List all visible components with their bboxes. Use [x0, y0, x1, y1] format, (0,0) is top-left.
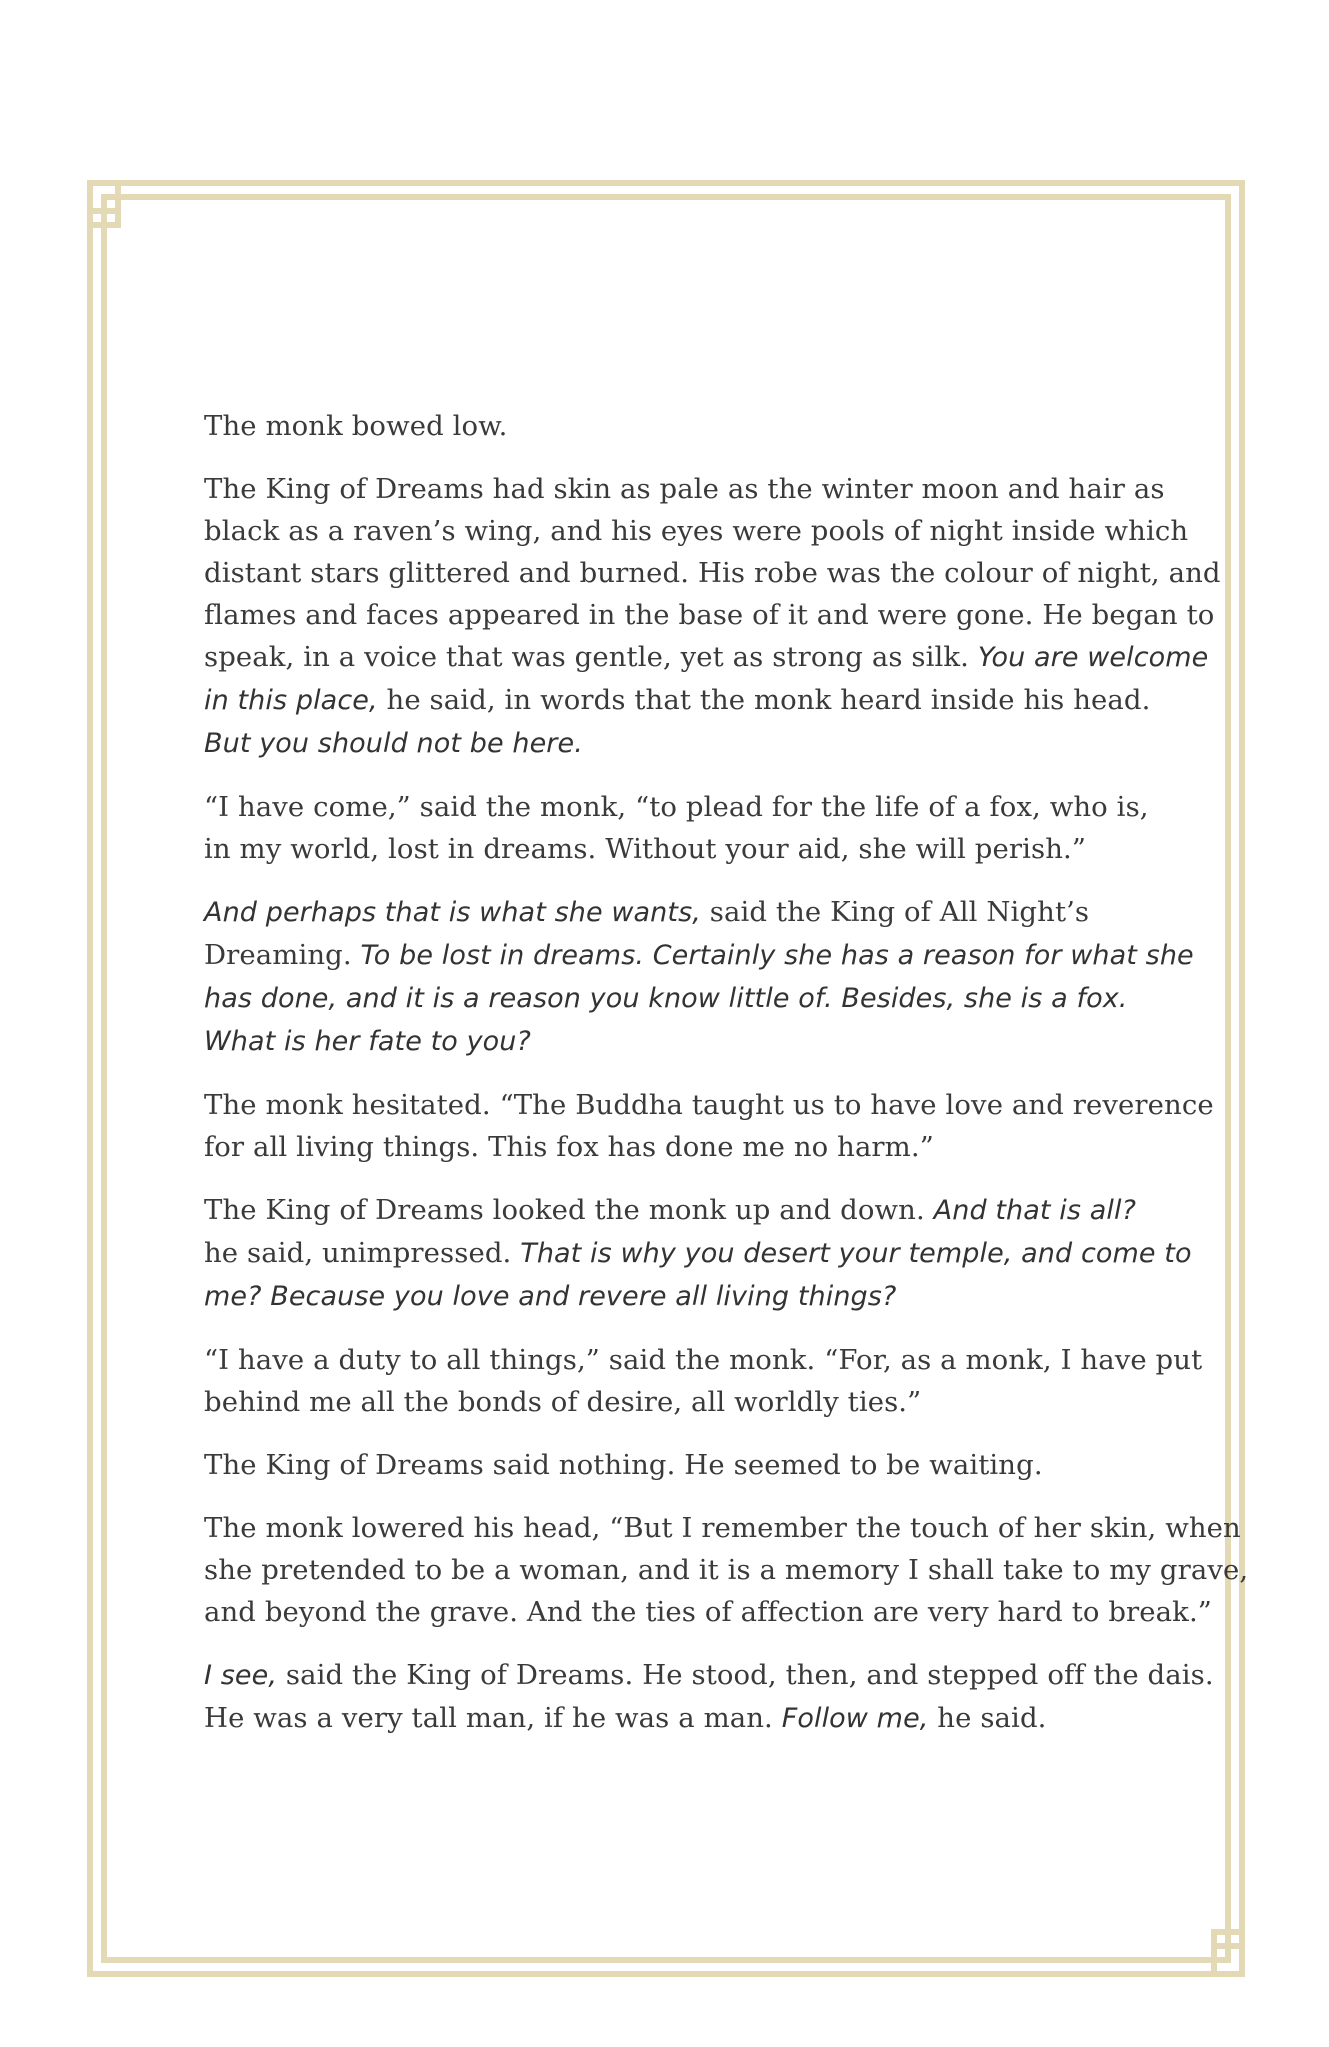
narration-text: said the King of All Night’s: [700, 896, 1090, 928]
text-line: [178, 786, 1149, 828]
italic-dialogue: And that is all?: [933, 1195, 1137, 1226]
text-line: [178, 977, 1138, 1020]
narration-text: The monk lowered his head, “But I remember the touch of her skin, when: [204, 1512, 1241, 1544]
text-line: [178, 891, 1138, 934]
narration-text: The King of Dreams had skin as pale as the winter moon and hair as: [204, 473, 1165, 505]
narration-text: he said, unimpressed.: [204, 1237, 521, 1269]
text-line: [178, 1381, 1138, 1423]
italic-dialogue: I see,: [204, 1660, 278, 1691]
italic-dialogue: But you should not be here.: [204, 728, 583, 759]
text-line: [178, 636, 1209, 679]
text-line: [178, 1654, 1214, 1697]
paragraph: [178, 786, 1149, 870]
text-line: [178, 1126, 1138, 1168]
narration-text: The monk bowed low.: [204, 410, 508, 442]
narration-text: flames and faces appeared in the base of it and were gone. He began to: [204, 599, 1215, 631]
text-line: [178, 1020, 1138, 1063]
text-line: [178, 934, 1194, 977]
narration-text: He was a very tall man, if he was a man.: [204, 1702, 782, 1734]
narration-text: in my world, lost in dreams. Without your aid, she will perish.”: [204, 833, 1087, 865]
narration-text: and beyond the grave. And the ties of affection are very hard to break.”: [204, 1596, 1212, 1628]
text-line: [178, 468, 1165, 510]
italic-dialogue: Follow me,: [781, 1703, 929, 1734]
narration-text: he said, in words that the monk heard inside his head.: [377, 684, 1151, 716]
paragraph: [178, 1444, 1138, 1486]
italic-dialogue: That is why you desert your temple, and come to: [520, 1238, 1192, 1269]
italic-dialogue: What is her fate to you?: [204, 1026, 531, 1057]
corner-ornament-bottom-right: [1214, 1932, 1242, 1974]
story-text: [178, 405, 1249, 1761]
narration-text: said the King of Dreams. He stood, then, and stepped off the dais.: [277, 1659, 1214, 1691]
narration-text: for all living things. This fox has done me no harm.”: [204, 1131, 934, 1163]
narration-text: “I have a duty to all things,” said the monk. “For, as a monk, I have put: [204, 1344, 1203, 1376]
italic-dialogue: me? Because you love and revere all living things?: [204, 1281, 897, 1312]
italic-dialogue: You are welcome: [977, 642, 1209, 673]
paragraph: [178, 1507, 1249, 1633]
narration-text: she pretended to be a woman, and it is a memory I shall take to my grave,: [204, 1554, 1249, 1586]
text-line: [178, 552, 1221, 594]
text-line: [178, 1275, 1138, 1318]
paragraph: [178, 1189, 1192, 1318]
text-line: [178, 1591, 1212, 1633]
narration-text: black as a raven’s wing, and his eyes were pools of night inside which: [204, 515, 1189, 547]
text-line: [178, 1549, 1249, 1591]
paragraph: [178, 891, 1194, 1063]
text-line: [178, 1084, 1214, 1126]
text-line: [178, 828, 1138, 870]
narration-text: he said.: [928, 1702, 1047, 1734]
narration-text: The King of Dreams looked the monk up and down.: [204, 1194, 934, 1226]
italic-dialogue: And perhaps that is what she wants,: [204, 897, 701, 928]
text-line: [178, 679, 1151, 722]
text-line: [178, 1697, 1138, 1740]
text-line: [178, 594, 1215, 636]
text-line: [178, 722, 1138, 765]
text-line: [178, 1232, 1192, 1275]
italic-dialogue: in this place,: [204, 685, 378, 716]
narration-text: speak, in a voice that was gentle, yet as strong as silk.: [204, 641, 978, 673]
text-line: [178, 1444, 1138, 1486]
paragraph: [178, 405, 1138, 447]
corner-ornament-top-left: [90, 183, 118, 225]
text-line: [178, 1507, 1241, 1549]
paragraph: [178, 468, 1221, 765]
narration-text: behind me all the bonds of desire, all worldly ties.”: [204, 1386, 922, 1418]
text-line: [178, 405, 1138, 447]
narration-text: Dreaming.: [204, 939, 361, 971]
italic-dialogue: To be lost in dreams. Certainly she has a reason for what she: [360, 940, 1194, 971]
text-line: [178, 1189, 1138, 1232]
text-line: [178, 510, 1189, 552]
narration-text: The King of Dreams said nothing. He seemed to be waiting.: [204, 1449, 1043, 1481]
narration-text: The monk hesitated. “The Buddha taught us to have love and reverence: [204, 1089, 1214, 1121]
paragraph: [178, 1339, 1203, 1423]
italic-dialogue: has done, and it is a reason you know little of. Besides, she is a fox.: [204, 983, 1128, 1014]
narration-text: distant stars glittered and burned. His robe was the colour of night, and: [204, 557, 1221, 589]
paragraph: [178, 1654, 1214, 1740]
paragraph: [178, 1084, 1214, 1168]
text-line: [178, 1339, 1203, 1381]
narration-text: “I have come,” said the monk, “to plead for the life of a fox, who is,: [204, 791, 1149, 823]
